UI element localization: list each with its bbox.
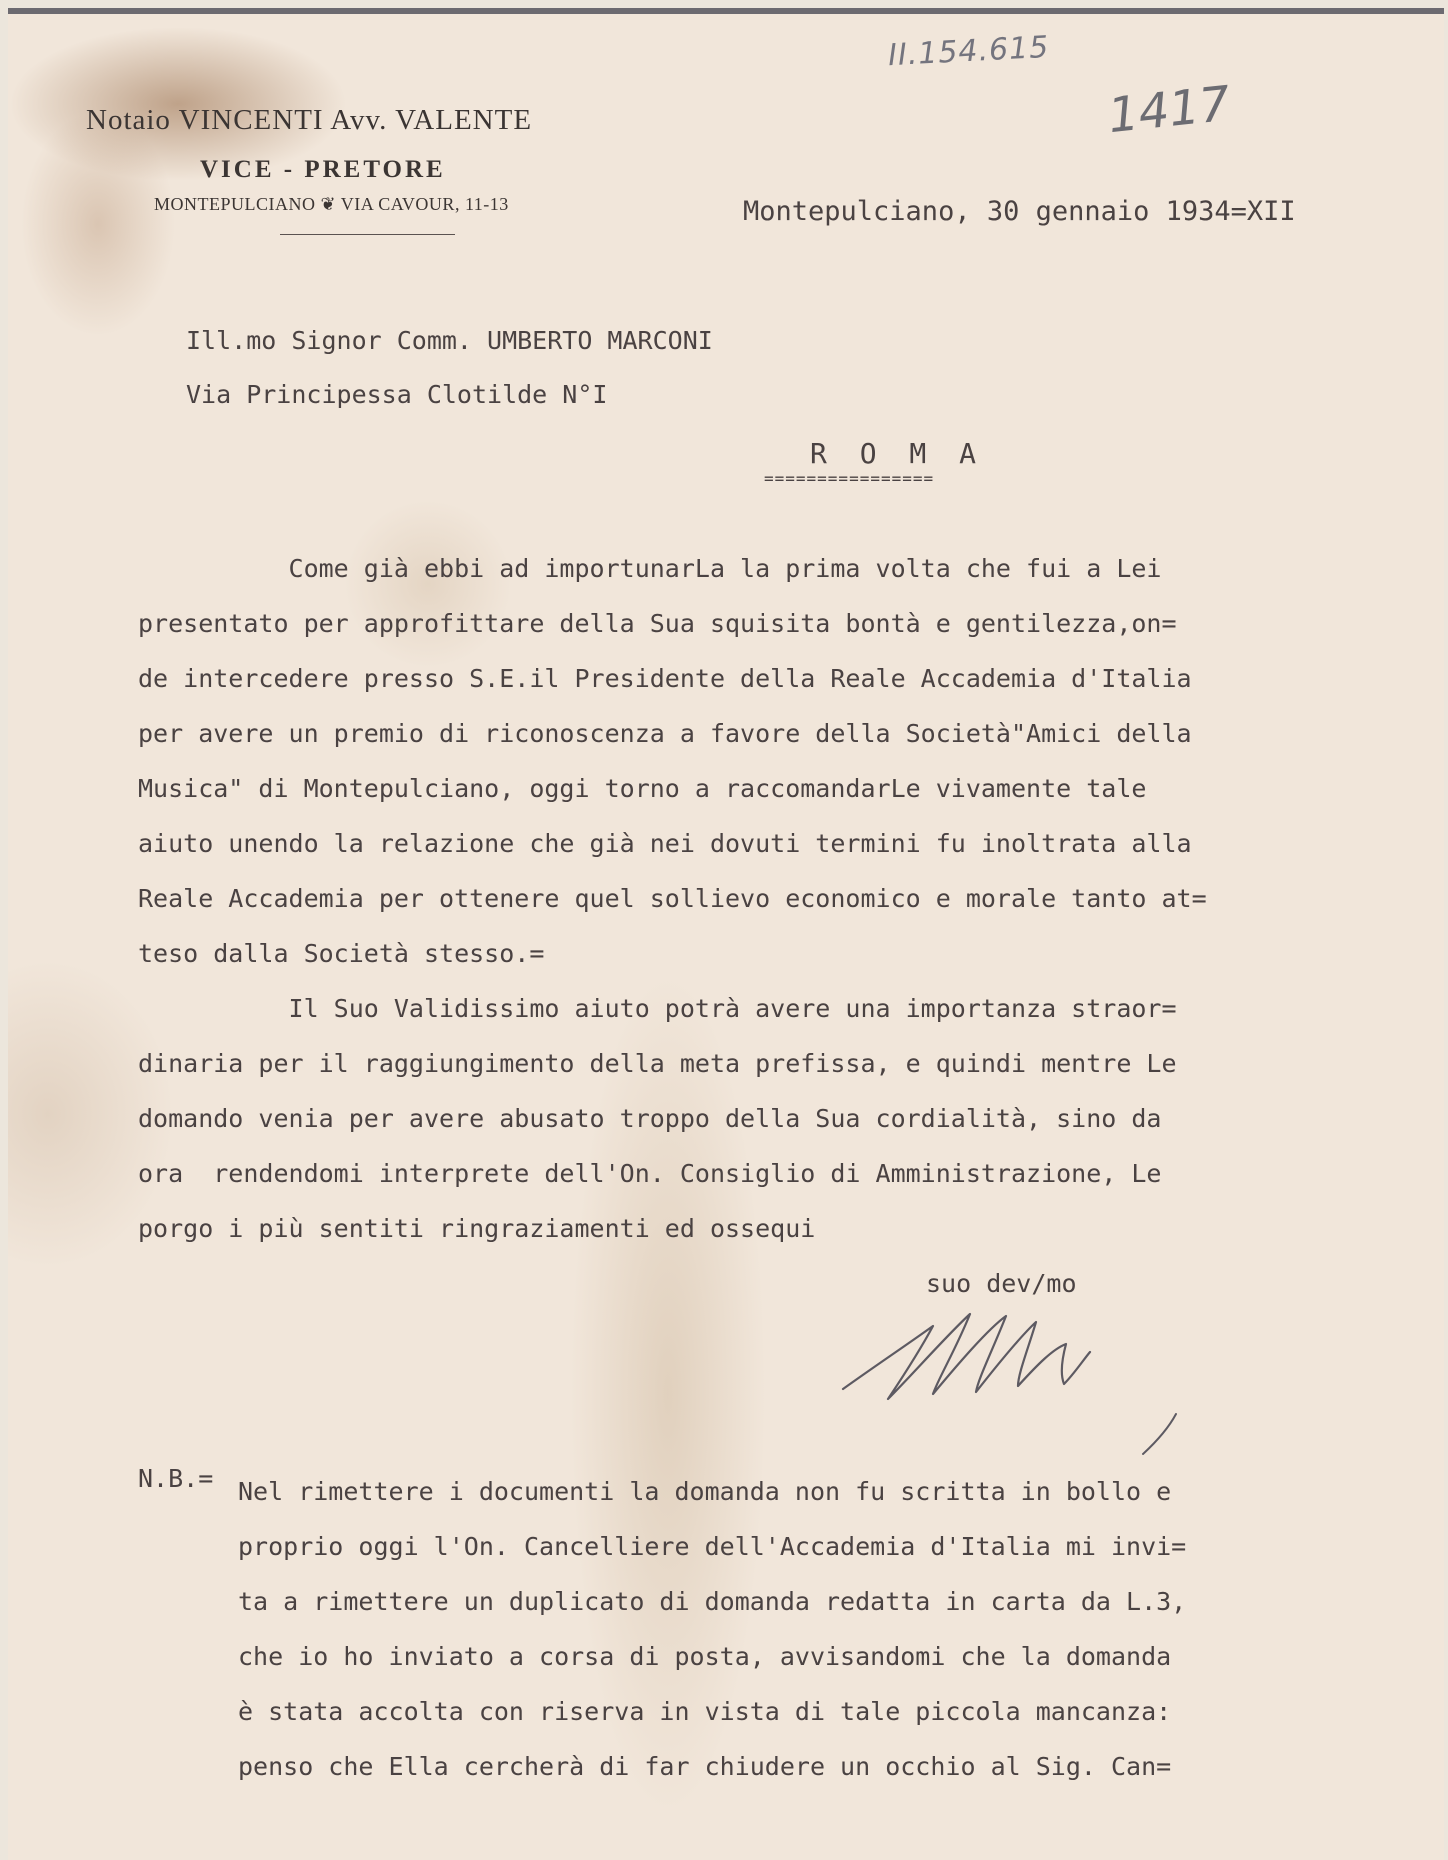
nb-line: che io ho inviato a corsa di posta, avvisandomi che la domanda: [238, 1642, 1172, 1671]
body-line: Come già ebbi ad importunarLa la prima volta che fui a Lei: [138, 554, 1162, 583]
letterhead-divider: [280, 234, 455, 235]
closing-salutation: suo dev/mo: [926, 1269, 1077, 1298]
nb-line: Nel rimettere i documenti la domanda non fu scritta in bollo e: [238, 1477, 1172, 1506]
nb-line: ta a rimettere un duplicato di domanda redatta in carta da L.3,: [238, 1587, 1187, 1616]
nb-label: N.B.=: [138, 1464, 214, 1493]
catalog-number-annotation: 1417: [1105, 75, 1233, 145]
body-line: presentato per approfittare della Sua squisita bontà e gentilezza,on=: [138, 609, 1177, 638]
body-line: de intercedere presso S.E.il Presidente della Reale Accademia d'Italia: [138, 664, 1192, 693]
archive-number-annotation: II.154.615: [887, 29, 1051, 74]
nb-line: proprio oggi l'On. Cancelliere dell'Accademia d'Italia mi invi=: [238, 1532, 1187, 1561]
nb-line: è stata accolta con riserva in vista di tale piccola mancanza:: [238, 1697, 1172, 1726]
letterhead-address: MONTEPULCIANO ❦ VIA CAVOUR, 11-13: [154, 194, 509, 214]
body-line: per avere un premio di riconoscenza a favore della Società"Amici della: [138, 719, 1192, 748]
recipient-city: R O M A: [810, 437, 985, 470]
body-line: ora rendendomi interprete dell'On. Consiglio di Amministrazione, Le: [138, 1159, 1162, 1188]
letterhead-name: Notaio VINCENTI Avv. VALENTE: [86, 104, 533, 136]
letter-page: [8, 8, 1444, 1860]
recipient-name: Ill.mo Signor Comm. UMBERTO MARCONI: [186, 326, 713, 355]
body-line: aiuto unendo la relazione che già nei dovuti termini fu inoltrata alla: [138, 829, 1192, 858]
letterhead-title: VICE - PRETORE: [200, 156, 446, 183]
body-line: dinaria per il raggiungimento della meta prefissa, e quindi mentre Le: [138, 1049, 1177, 1078]
date-line: Montepulciano, 30 gennaio 1934=XII: [743, 196, 1296, 227]
recipient-street: Via Principessa Clotilde N°I: [186, 380, 608, 409]
body-line: domando venia per avere abusato troppo della Sua cordialità, sino da: [138, 1104, 1162, 1133]
nb-line: penso che Ella cercherà di far chiudere un occhio al Sig. Can=: [238, 1752, 1172, 1781]
body-line: teso dalla Società stesso.=: [138, 939, 545, 968]
body-line: Reale Accademia per ottenere quel sollievo economico e morale tanto at=: [138, 884, 1207, 913]
body-line: porgo i più sentiti ringraziamenti ed ossequi: [138, 1214, 816, 1243]
handwritten-signature: [838, 1304, 1198, 1464]
body-line: Musica" di Montepulciano, oggi torno a raccomandarLe vivamente tale: [138, 774, 1147, 803]
city-underline: ================: [764, 469, 935, 488]
body-line: Il Suo Validissimo aiuto potrà avere una importanza straor=: [138, 994, 1177, 1023]
